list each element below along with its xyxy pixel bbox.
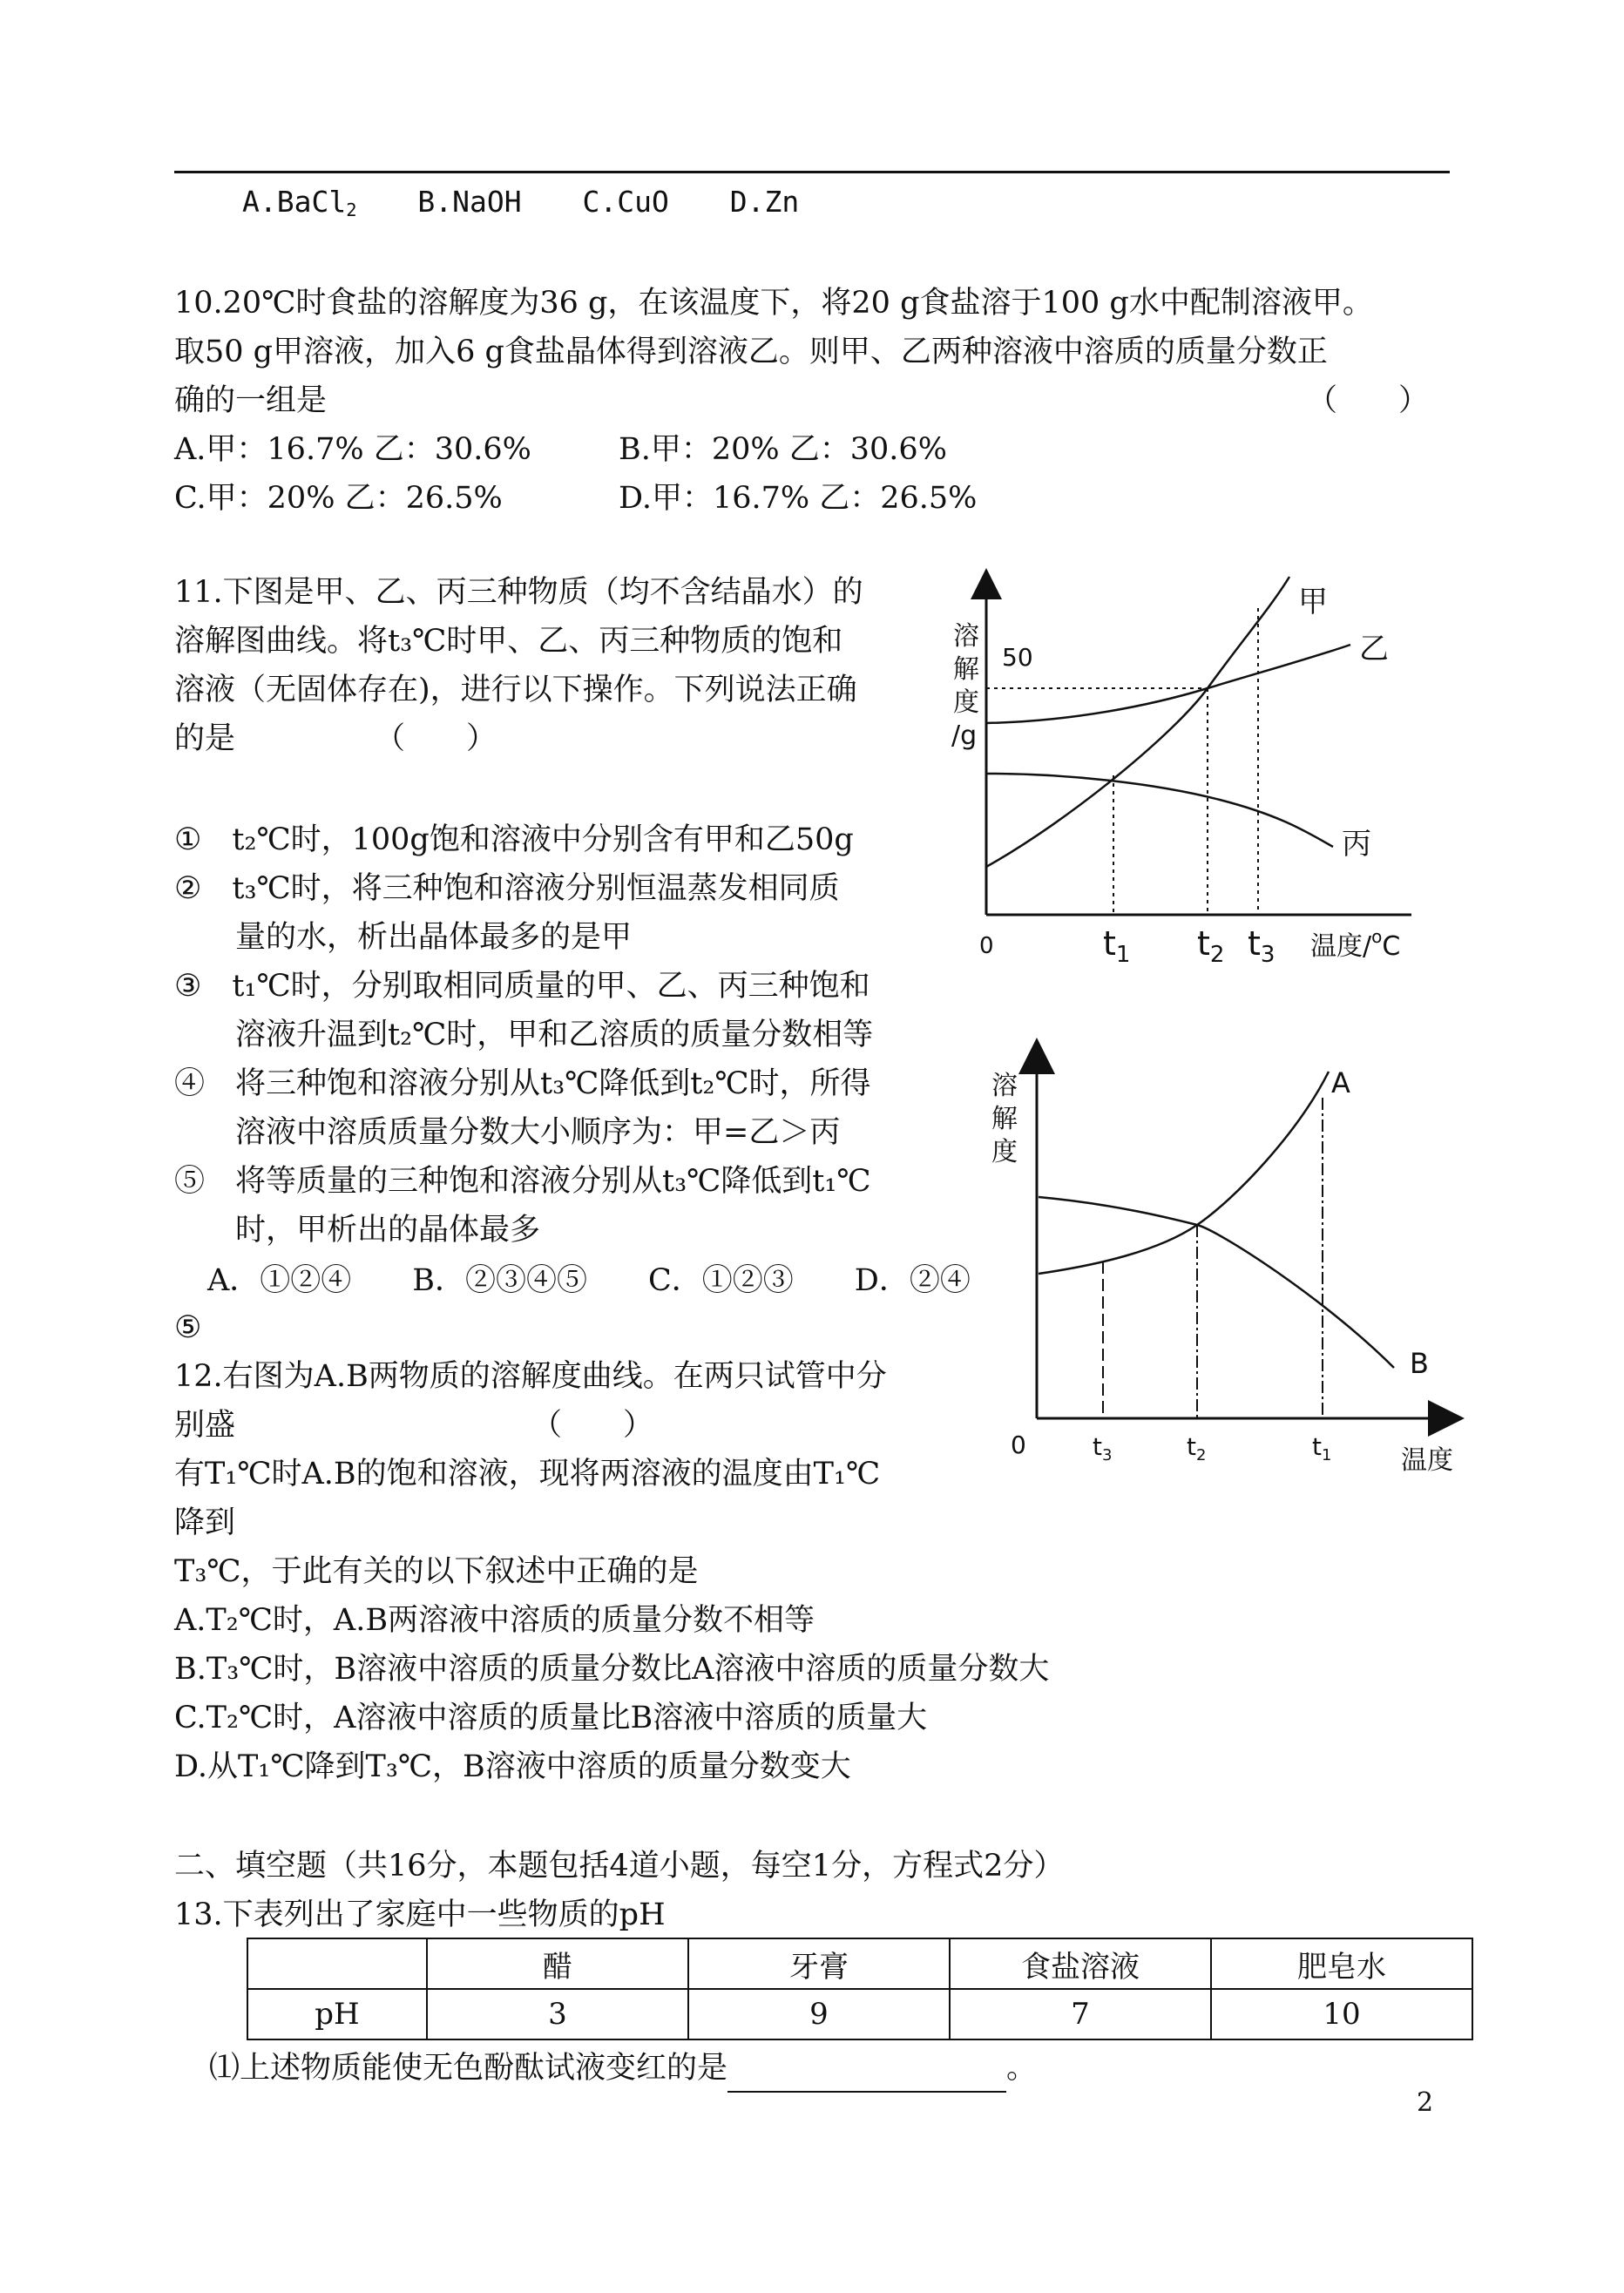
q11-choices: A．①②④ B．②③④⑤ C．①②③ D．②④ (207, 1263, 971, 1298)
q12-option-c: C.T₂℃时，A溶液中溶质的质量比B溶液中溶质的质量大 (174, 1701, 928, 1735)
q12-option-a: A.T₂℃时，A.B两溶液中溶质的质量分数不相等 (174, 1603, 815, 1638)
q11-line-4: 的是 (174, 721, 236, 756)
table-cell: pH (247, 1989, 427, 2039)
q13-sub-1-text: ⑴上述物质能使无色酚酞试液变红的是 (209, 2051, 728, 2086)
table-header-row (247, 1938, 1472, 1989)
table-cell: 9 (688, 1989, 950, 2039)
x-tick-t3: $t_3$ (1248, 924, 1276, 968)
ph-table (247, 1938, 1473, 2040)
y-label-3: 度 (953, 687, 979, 718)
q9-option-d: D.Zn (729, 185, 800, 219)
x-tick-t3: $t_3$ (1093, 1432, 1113, 1464)
x-axis-label: 温度 (1401, 1445, 1453, 1476)
q11-line-3: 溶液（无固体存在)，进行以下操作。下列说法正确 (174, 673, 857, 707)
table-header-cell: 醋 (427, 1938, 688, 1989)
q9-option-b: B.NaOH (417, 185, 522, 219)
q10-option-a: A.甲：16.7% 乙：30.6% (174, 432, 531, 467)
curve-label-jia: 甲 (1298, 585, 1328, 619)
q11-statement-3a: ③ t₁℃时，分别取相同质量的甲、乙、丙三种饱和 (174, 969, 870, 1004)
q11-answer-paren: （ ） (375, 721, 497, 756)
x-tick-t2: $t_2$ (1197, 924, 1225, 968)
y-label-4: /g (951, 720, 978, 751)
table-cell: 3 (427, 1989, 688, 2039)
q11-statement-1: ① t₂℃时，100g饱和溶液中分别含有甲和乙50g (174, 822, 854, 857)
table-header-cell: 食盐溶液 (950, 1938, 1211, 1989)
section-heading: 二、填空题（共16分，本题包括4道小题，每空1分，方程式2分） (174, 1849, 1065, 1884)
table-header-cell: 肥皂水 (1211, 1938, 1472, 1989)
q10-line-1: 10.20℃时食盐的溶解度为36 g，在该温度下，将20 g食盐溶于100 g水中配制溶液甲。 (174, 286, 1373, 321)
q9-option-a: A.BaCl$_2$ (242, 185, 357, 221)
y-label-3: 度 (991, 1137, 1018, 1167)
curve-b (1039, 1197, 1394, 1368)
q13-sub-1 (209, 2044, 1037, 2093)
page-number: 2 (1417, 2087, 1434, 2118)
q11-line-1: 11.下图是甲、乙、丙三种物质（均不含结晶水）的 (174, 575, 863, 610)
q12-line-3: 有T₁℃时A.B的饱和溶液，现将两溶液的温度由T₁℃ (174, 1457, 881, 1491)
q12-line-5: T₃℃，于此有关的以下叙述中正确的是 (174, 1554, 699, 1589)
table-cell: 10 (1211, 1989, 1472, 2039)
table-header-cell (247, 1938, 427, 1989)
y-label-1: 溶 (991, 1071, 1018, 1101)
curve-label-bing: 丙 (1342, 827, 1371, 862)
origin-label: 0 (979, 933, 994, 959)
curve-label-b: B (1410, 1347, 1429, 1380)
q10-answer-paren: （ ） (1307, 383, 1430, 418)
q11-choices-wrap: ⑤ (174, 1310, 202, 1345)
y-tick-50: 50 (1002, 643, 1033, 672)
curve-label-a: A (1331, 1066, 1350, 1099)
q9-options (242, 185, 799, 219)
header-rule (174, 171, 1450, 173)
x-tick-t1: $t_1$ (1103, 924, 1131, 968)
q11-statement-5a: ⑤ 将等质量的三种饱和溶液分别从t₃℃降低到t₁℃ (174, 1164, 871, 1199)
solubility-graph-1 (941, 566, 1481, 984)
y-label-1: 溶 (953, 621, 979, 652)
q11-statement-4a: ④ 将三种饱和溶液分别从t₃℃降低到t₂℃时，所得 (174, 1066, 871, 1101)
q11-statement-2a: ② t₃℃时，将三种饱和溶液分别恒温蒸发相同质 (174, 871, 840, 906)
q11-statement-4b: 溶液中溶质质量分数大小顺序为：甲=乙＞丙 (235, 1115, 841, 1150)
q10-option-d: D.甲：16.7% 乙：26.5% (619, 481, 978, 516)
curve-label-yi: 乙 (1359, 632, 1389, 666)
x-axis-label: 温度/$^o$C (1310, 926, 1401, 962)
origin-label: 0 (1011, 1431, 1026, 1459)
y-label-2: 解 (991, 1104, 1018, 1134)
x-tick-t1: $t_1$ (1312, 1432, 1332, 1464)
q10-option-c: C.甲：20% 乙：26.5% (174, 481, 503, 516)
q9-option-c: C.CuO (582, 185, 669, 219)
curve-a (1039, 1072, 1329, 1274)
table-cell: 7 (950, 1989, 1211, 2039)
solubility-graph-2 (958, 1037, 1481, 1490)
table-row (247, 1989, 1472, 2039)
q13-intro: 13.下表列出了家庭中一些物质的pH (174, 1897, 666, 1932)
q11-line-2: 溶解图曲线。将t₃℃时甲、乙、丙三种物质的饱和 (174, 624, 843, 659)
q10-line-3: 确的一组是 (174, 383, 328, 418)
q12-option-d: D.从T₁℃降到T₃℃，B溶液中溶质的质量分数变大 (174, 1749, 851, 1784)
q11-statement-5b: 时，甲析出的晶体最多 (235, 1213, 541, 1248)
q10-line-2: 取50 g甲溶液，加入6 g食盐晶体得到溶液乙。则甲、乙两种溶液中溶质的质量分数正 (174, 335, 1328, 369)
y-label-2: 解 (953, 654, 979, 685)
q13-sub-1-end: 。 (1006, 2051, 1038, 2086)
q12-option-b: B.T₃℃时，B溶液中溶质的质量分数比A溶液中溶质的质量分数大 (174, 1652, 1050, 1687)
answer-blank[interactable] (727, 2056, 1006, 2093)
q11-statement-2b: 量的水，析出晶体最多的是甲 (235, 920, 633, 955)
q12-answer-paren: （ ） (531, 1408, 654, 1443)
q12-line-1: 12.右图为A.B两物质的溶解度曲线。在两只试管中分 (174, 1359, 887, 1394)
q12-line-4: 降到 (174, 1505, 236, 1540)
q10-option-b: B.甲：20% 乙：30.6% (619, 432, 947, 467)
table-header-cell: 牙膏 (688, 1938, 950, 1989)
q12-line-2: 别盛 (174, 1408, 236, 1443)
curve-yi (986, 645, 1350, 723)
x-tick-t2: $t_2$ (1187, 1432, 1207, 1464)
q11-statement-3b: 溶液升温到t₂℃时，甲和乙溶质的质量分数相等 (235, 1018, 874, 1052)
